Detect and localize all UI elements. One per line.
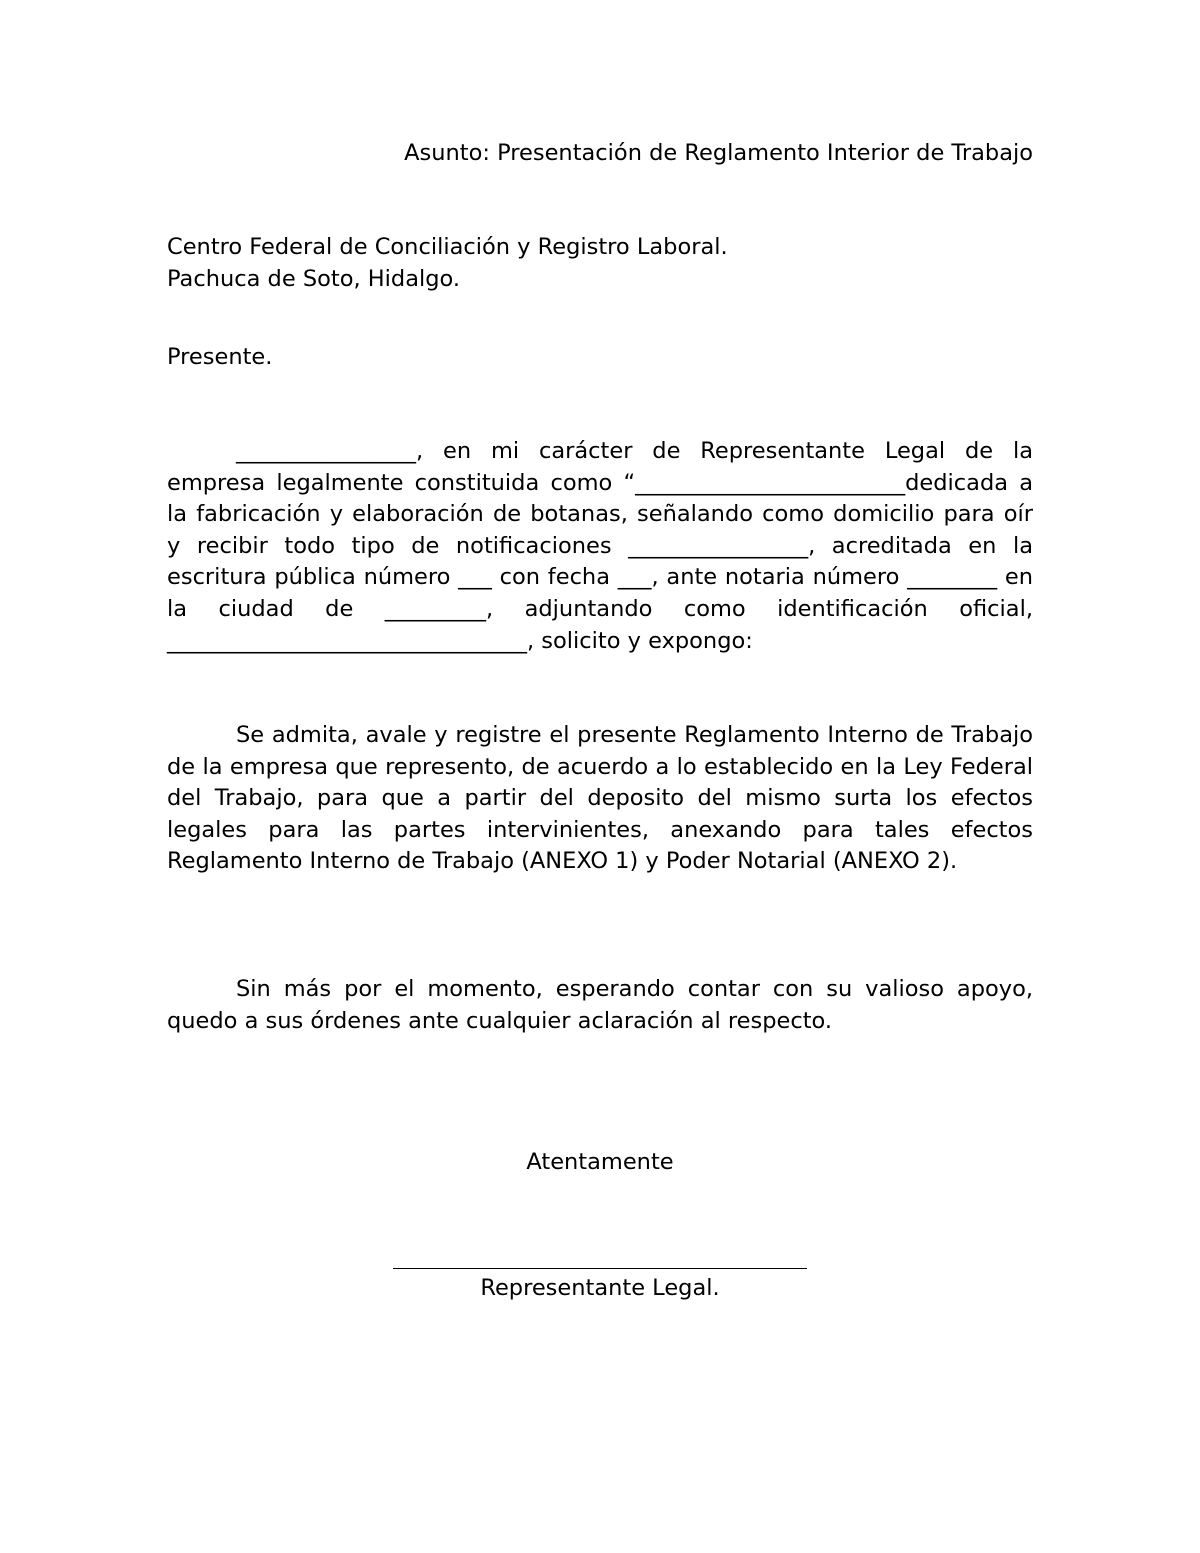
signature-line [393,1268,807,1269]
body-paragraph-farewell: Sin más por el momento, esperando contar con su valioso apoyo, quedo a sus órdenes ante cualquier aclaración al respecto. [167,976,1033,1034]
addressee-block [167,231,1033,295]
closing-word: Atentamente [526,1149,674,1175]
addressee-organization: Centro Federal de Conciliación y Registro Laboral. [167,234,728,260]
signature-label: Representante Legal. [480,1275,720,1301]
addressee-location: Pachuca de Soto, Hidalgo. [167,266,461,292]
subject-line: Asunto: Presentación de Reglamento Interior de Trabajo [404,140,1033,166]
salutation: Presente. [167,344,273,370]
body-paragraph-request: Se admita, avale y registre el presente Reglamento Interno de Trabajo de la empresa que represento, de acuerdo a lo establecido en la Ley Federal del Trabajo, para que a partir del deposito del mismo surta los efectos legales para las partes intervinientes, anexando para tales efectos Reglamento Interno de Trabajo (ANEXO 1) y Poder Notarial (ANEXO 2). [167,722,1033,875]
body-paragraph-introduction: ________________, en mi carácter de Representante Legal de la empresa legalmente constituida como “________________________dedicada a la fabricación y elaboración de botanas, señalando como domicilio para oír y recibir todo tipo de notificaciones ________________, acreditada en la escritura pública número ___ con fecha ___, ante notaria número ________ en la ciudad de _________, adjuntando como identificación oficial, ________________________________, solicito y expongo: [167,438,1033,654]
